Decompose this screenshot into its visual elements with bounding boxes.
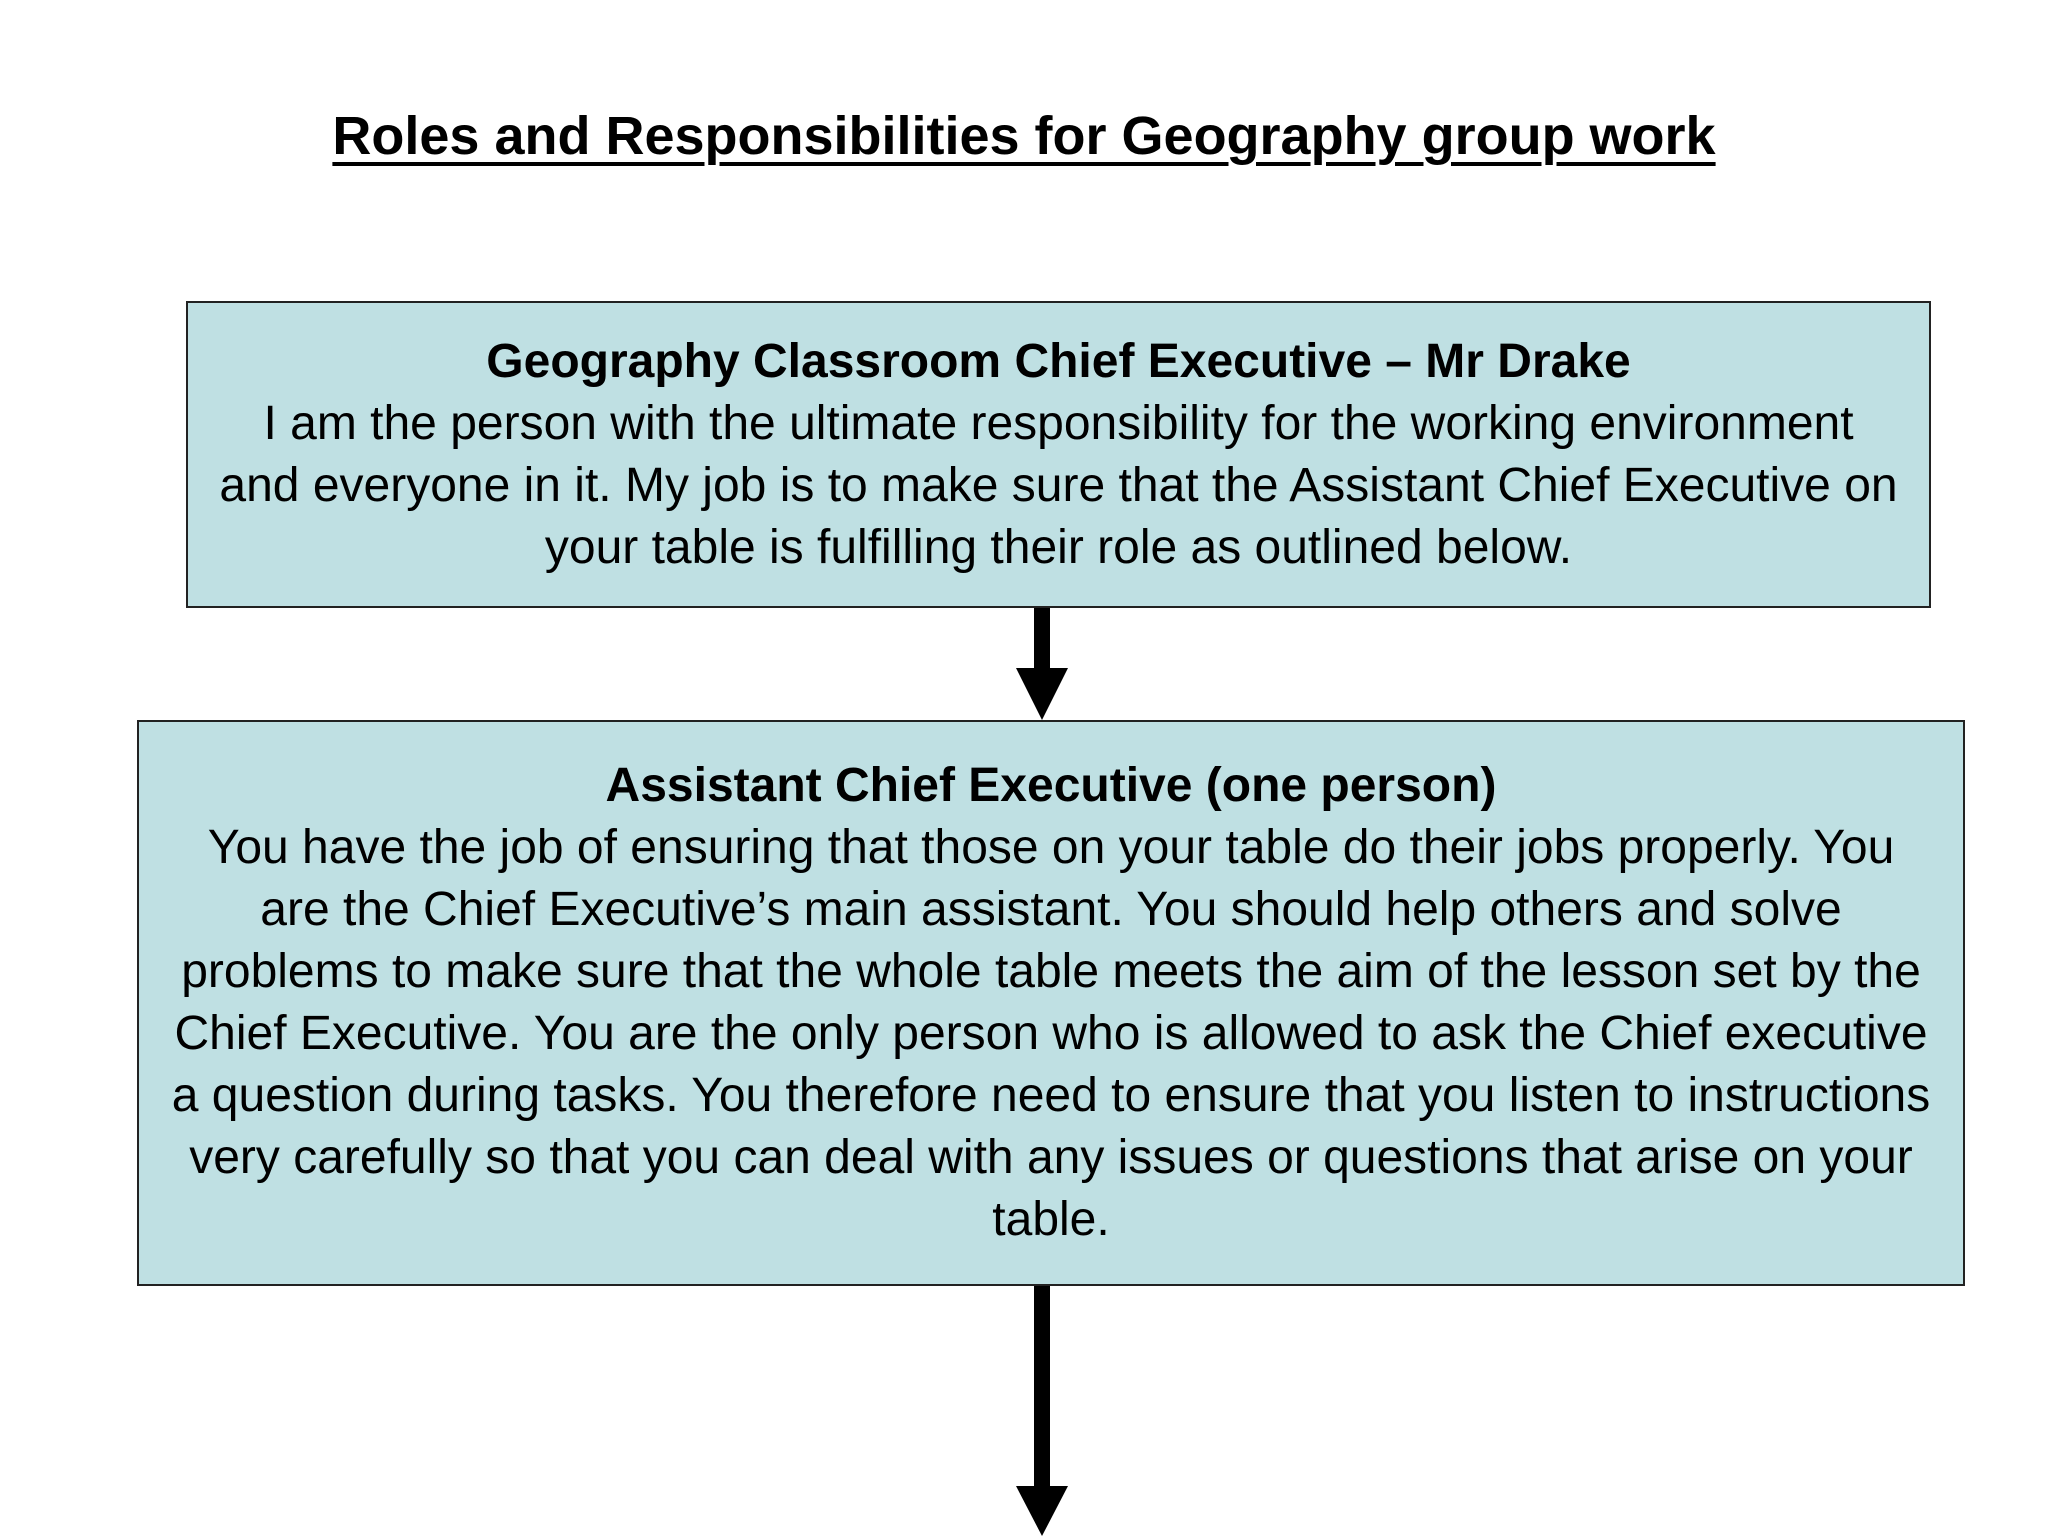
assistant-chief-executive-box	[137, 720, 1965, 1286]
assistant-chief-executive-description: You have the job of ensuring that those on your table do their jobs properly. You are the Chief Executive’s main assistant. You should help others and solve problems to make sure that the whole table meets the aim of the lesson set by the Chief Executive. You are the only person who is allowed to ask the Chief executive a question during tasks. You therefore need to ensure that you listen to instructions very carefully so that you can deal with any issues or questions that arise on your table.	[171, 821, 1931, 1246]
chief-executive-description: I am the person with the ultimate responsibility for the working environment and everyone in it. My job is to make sure that the Assistant Chief Executive on your table is fulfilling their role as outlined below.	[219, 396, 1898, 574]
down-arrow-connector	[1016, 608, 1068, 720]
page-title: Roles and Responsibilities for Geography group work	[332, 106, 1716, 166]
down-arrow-connector-bottom	[1016, 1286, 1068, 1536]
assistant-chief-executive-heading: Assistant Chief Executive (one person)	[605, 759, 1497, 812]
chief-executive-heading: Geography Classroom Chief Executive – Mr Drake	[486, 334, 1631, 388]
chief-executive-box	[186, 301, 1931, 608]
